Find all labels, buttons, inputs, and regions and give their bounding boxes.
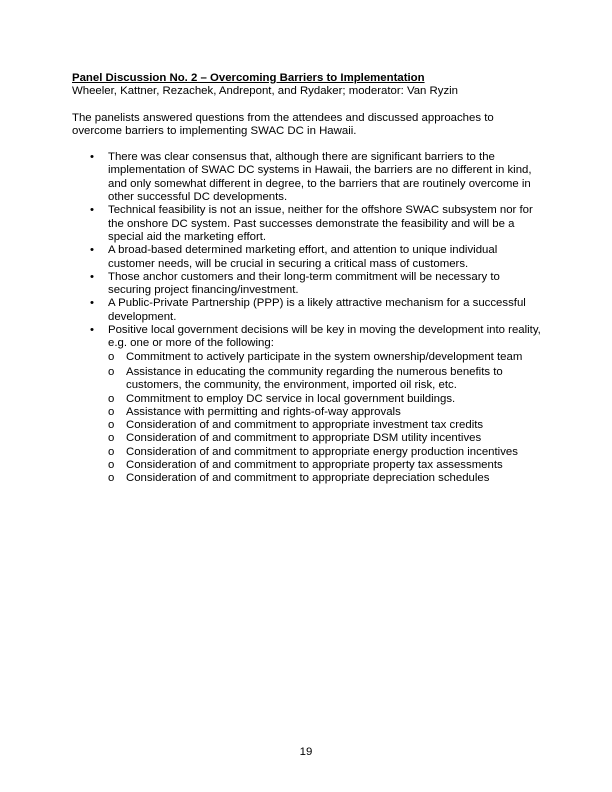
sub-marker: o [108,445,115,458]
bullet-marker: • [90,204,94,217]
sub-item [108,446,542,459]
sub-marker: o [108,419,115,432]
sub-item [108,366,542,393]
bullet-marker: • [90,297,94,310]
sub-item-text: Consideration of and commitment to appropriate energy production incentives [126,445,518,458]
bullet-item [72,244,542,271]
sub-marker: o [108,472,115,485]
sub-item [108,472,542,485]
sub-item [108,432,542,445]
bullet-text: There was clear consensus that, although there are significant barriers to the implementation of SWAC DC systems in Hawaii, the barriers are no different in kind, and only somewhat different in degree, to the barriers that are routinely overcome in other successful DC developments. [108,151,532,204]
sub-list [108,351,542,486]
bullet-marker: • [90,244,94,257]
bullet-text: Technical feasibility is not an issue, neither for the offshore SWAC subsystem nor for the onshore DC system. Past successes demonstrate the feasibility and will be a special aid the marketing effort. [108,204,533,243]
sub-marker: o [108,459,115,472]
bullet-item [72,271,542,298]
sub-item-text: Consideration of and commitment to appropriate DSM utility incentives [126,432,482,445]
bullet-text: Positive local government decisions will be key in moving the development into reality, e.g. one or more of the following: [108,324,541,350]
sub-item-text: Consideration of and commitment to appropriate depreciation schedules [126,472,490,485]
sub-item-text: Assistance with permitting and rights-of-way approvals [126,405,401,418]
sub-marker: o [108,405,115,418]
bullet-marker: • [90,324,94,337]
bullet-item [72,324,542,486]
sub-marker: o [108,350,115,363]
intro-paragraph: The panelists answered questions from the attendees and discussed approaches to overcome barriers to implementing SWAC DC in Hawaii. [72,111,494,137]
sub-marker: o [108,392,115,405]
sub-item [108,419,542,432]
bullet-text: Those anchor customers and their long-term commitment will be necessary to securing project financing/investment. [108,270,500,297]
bullet-item [72,151,542,204]
sub-marker: o [108,432,115,445]
sub-item-text: Commitment to actively participate in the system ownership/development team [126,350,523,363]
sub-item-text: Commitment to employ DC service in local government buildings. [126,392,456,405]
sub-item-text: Consideration of and commitment to appropriate investment tax credits [126,419,484,432]
bullet-marker: • [90,270,94,283]
sub-marker: o [108,365,115,378]
participants-line: Wheeler, Kattner, Rezachek, Andrepont, and Rydaker; moderator: Van Ryzin [72,85,459,98]
sub-item [108,406,542,419]
bullet-text: A broad-based determined marketing effort, and attention to unique individual customer needs, will be crucial in securing a critical mass of customers. [108,244,498,270]
sub-item-text: Assistance in educating the community regarding the numerous benefits to customers, the community, the environment, imported oil risk, etc. [126,365,503,392]
bullet-list [72,151,542,485]
bullet-item [72,204,542,244]
sub-item [108,393,542,406]
sub-item [108,459,542,472]
sub-item-text: Consideration of and commitment to appropriate property tax assessments [126,459,503,472]
bullet-marker: • [90,151,94,164]
document-body [72,72,542,486]
sub-item [108,351,542,364]
bullet-text: A Public-Private Partnership (PPP) is a likely attractive mechanism for a successful development. [108,297,526,323]
section-heading: Panel Discussion No. 2 – Overcoming Barriers to Implementation [72,72,425,84]
page-number: 19 [299,746,313,758]
bullet-item [72,297,542,324]
